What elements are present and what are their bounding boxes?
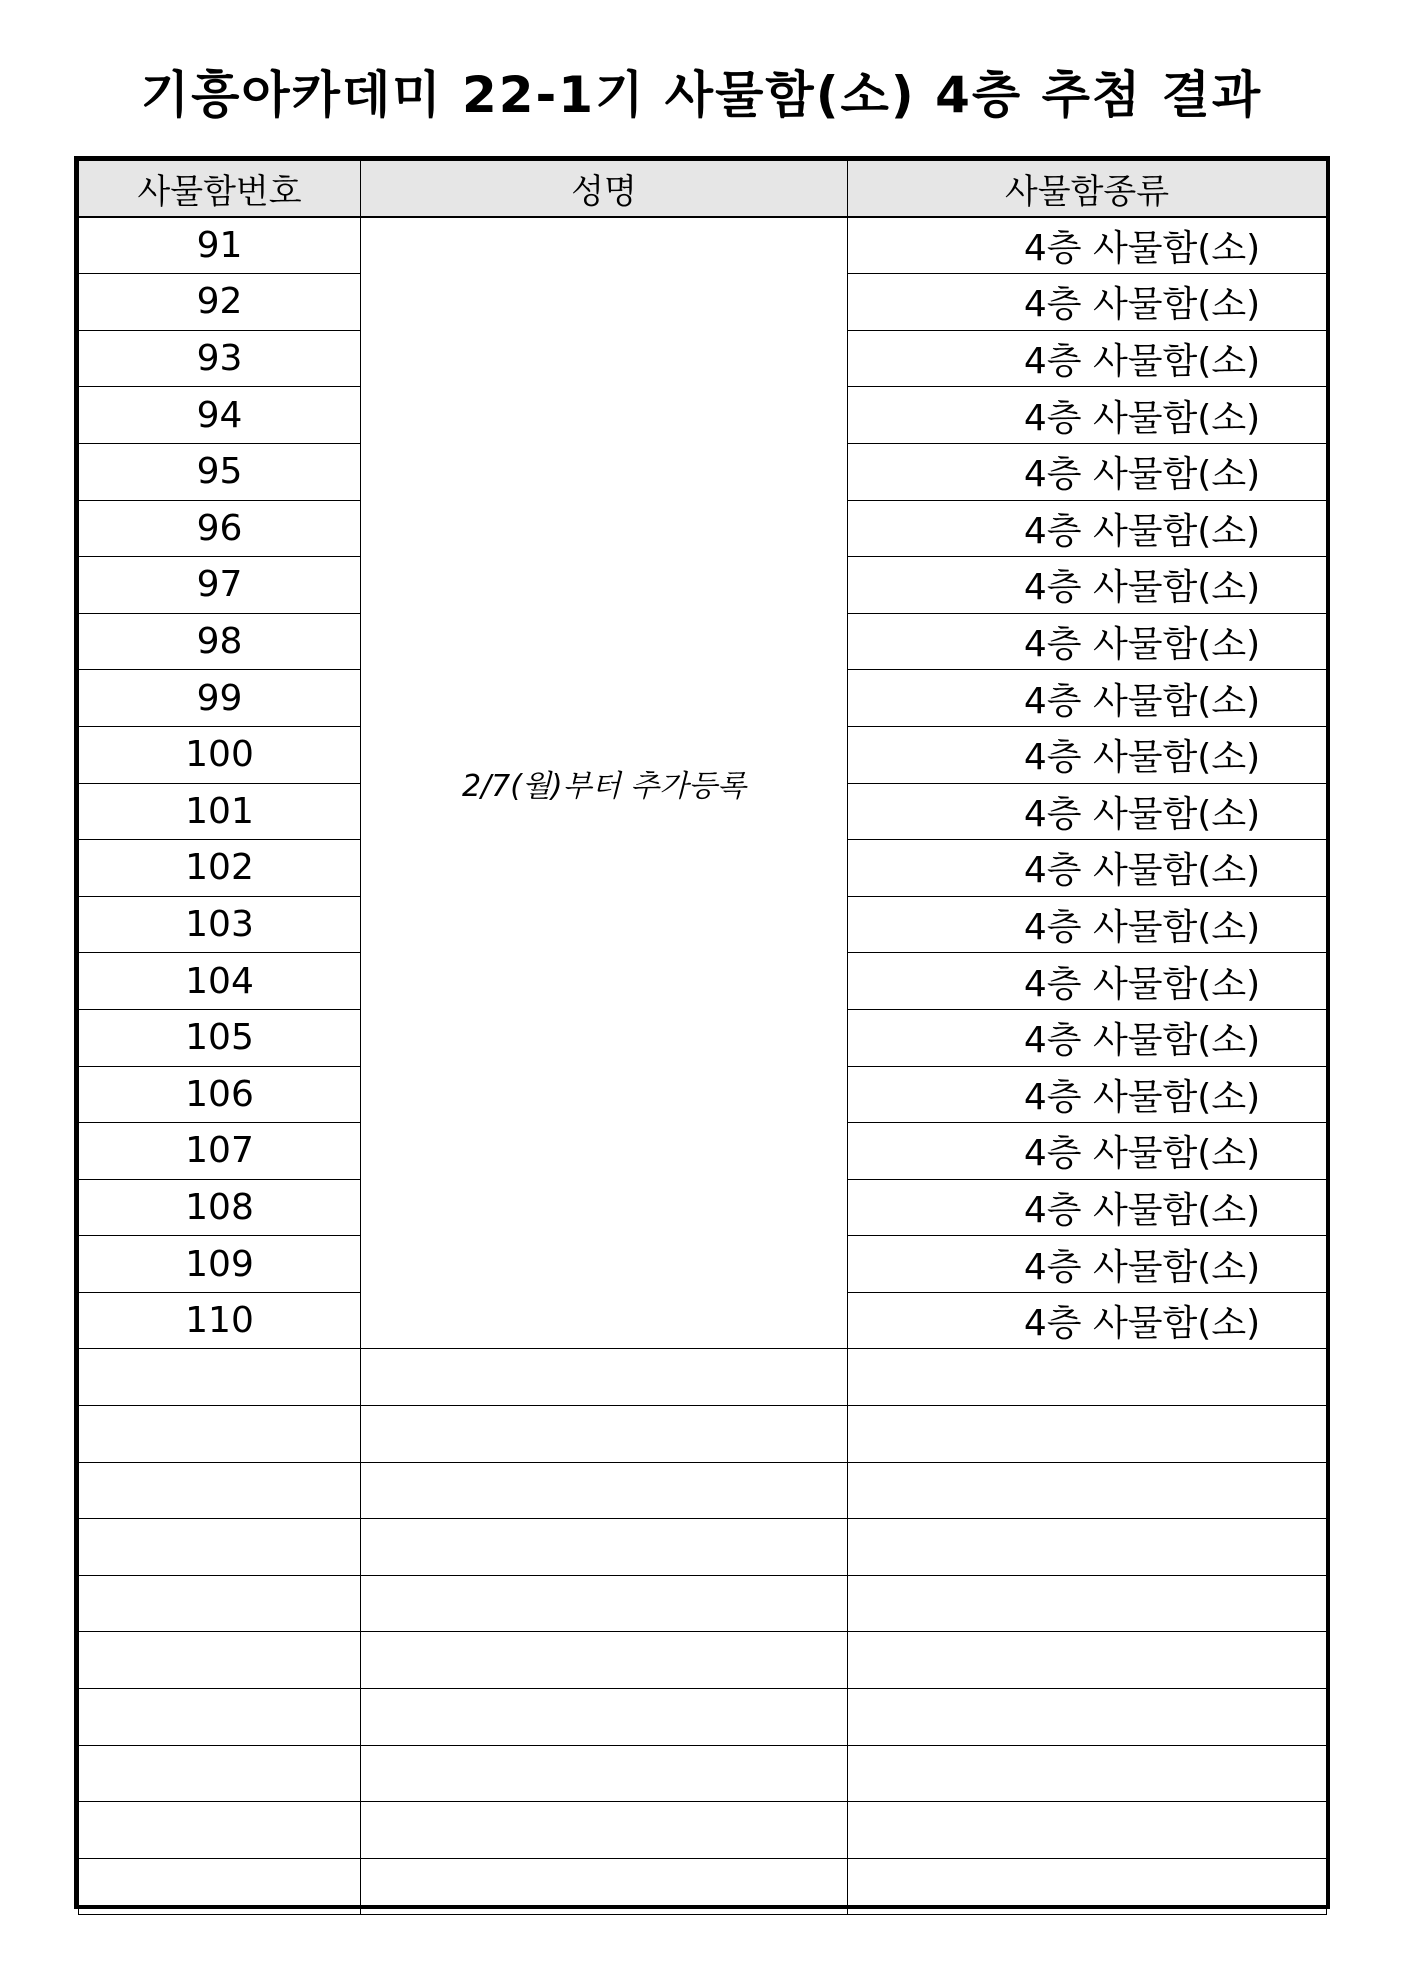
locker-type-cell (848, 443, 1327, 500)
locker-type-cell (848, 896, 1327, 953)
empty-cell (848, 1519, 1327, 1576)
locker-type-cell (848, 783, 1327, 840)
locker-number-cell: 108 (79, 1179, 361, 1236)
empty-cell (79, 1406, 361, 1463)
locker-table-container (74, 156, 1330, 1909)
locker-type-cell (848, 670, 1327, 727)
locker-number-cell: 96 (79, 500, 361, 557)
locker-type-cell (848, 613, 1327, 670)
locker-type-label: 4층 사물함(소) (1023, 737, 1261, 779)
empty-cell (79, 1858, 361, 1915)
locker-type-cell (848, 1179, 1327, 1236)
header-locker-type: 사물함종류 (848, 161, 1327, 218)
empty-table-row (79, 1689, 1327, 1746)
page-title: 기흥아카데미 22-1기 사물함(소) 4층 추첨 결과 (140, 66, 1263, 124)
locker-type-label: 4층 사물함(소) (1023, 793, 1261, 835)
merged-name-note-cell: 2/7(월)부터 추가등록 (361, 217, 848, 1349)
empty-cell (79, 1462, 361, 1519)
empty-cell (848, 1349, 1327, 1406)
locker-type-cell (848, 330, 1327, 387)
locker-number-cell: 110 (79, 1292, 361, 1349)
locker-type-label: 4층 사물함(소) (1023, 1189, 1261, 1231)
empty-cell (361, 1689, 848, 1746)
empty-cell (848, 1858, 1327, 1915)
locker-number-cell: 102 (79, 840, 361, 897)
empty-table-row (79, 1575, 1327, 1632)
locker-type-cell (848, 387, 1327, 444)
locker-number-cell: 95 (79, 443, 361, 500)
locker-type-cell (848, 1066, 1327, 1123)
locker-type-label: 4층 사물함(소) (1023, 963, 1261, 1005)
locker-type-label: 4층 사물함(소) (1023, 850, 1261, 892)
empty-cell (79, 1689, 361, 1746)
locker-type-cell (848, 726, 1327, 783)
locker-number-cell: 93 (79, 330, 361, 387)
empty-table-row (79, 1745, 1327, 1802)
empty-cell (848, 1745, 1327, 1802)
empty-cell (79, 1519, 361, 1576)
table-body (79, 217, 1327, 1915)
locker-number-cell: 100 (79, 726, 361, 783)
empty-cell (79, 1575, 361, 1632)
empty-cell (79, 1349, 361, 1406)
empty-cell (361, 1802, 848, 1859)
empty-table-row (79, 1349, 1327, 1406)
table-row (79, 217, 1327, 274)
empty-table-row (79, 1858, 1327, 1915)
empty-table-row (79, 1802, 1327, 1859)
locker-number-cell: 101 (79, 783, 361, 840)
empty-cell (79, 1632, 361, 1689)
empty-cell (848, 1689, 1327, 1746)
locker-number-cell: 104 (79, 953, 361, 1010)
locker-type-cell (848, 1123, 1327, 1180)
empty-table-row (79, 1632, 1327, 1689)
locker-type-label: 4층 사물함(소) (1023, 1020, 1261, 1062)
empty-cell (79, 1745, 361, 1802)
locker-number-cell: 97 (79, 557, 361, 614)
empty-cell (361, 1858, 848, 1915)
locker-type-label: 4층 사물함(소) (1023, 624, 1261, 666)
empty-table-row (79, 1462, 1327, 1519)
locker-type-cell (848, 840, 1327, 897)
locker-type-cell (848, 1009, 1327, 1066)
header-name: 성명 (361, 161, 848, 218)
locker-type-label: 4층 사물함(소) (1023, 341, 1261, 383)
empty-cell (361, 1519, 848, 1576)
locker-type-cell (848, 217, 1327, 274)
empty-cell (361, 1349, 848, 1406)
empty-table-row (79, 1519, 1327, 1576)
locker-number-cell: 98 (79, 613, 361, 670)
empty-cell (361, 1406, 848, 1463)
header-locker-number: 사물함번호 (79, 161, 361, 218)
empty-cell (79, 1802, 361, 1859)
locker-type-label: 4층 사물함(소) (1023, 567, 1261, 609)
table-header-row (79, 161, 1327, 218)
locker-type-cell (848, 500, 1327, 557)
empty-cell (848, 1575, 1327, 1632)
empty-cell (361, 1745, 848, 1802)
locker-table (78, 160, 1327, 1915)
locker-type-cell (848, 274, 1327, 331)
locker-number-cell: 92 (79, 274, 361, 331)
locker-type-label: 4층 사물함(소) (1023, 1133, 1261, 1175)
locker-type-label: 4층 사물함(소) (1023, 1303, 1261, 1345)
locker-type-label: 4층 사물함(소) (1023, 1076, 1261, 1118)
locker-type-cell (848, 953, 1327, 1010)
empty-cell (361, 1462, 848, 1519)
locker-type-label: 4층 사물함(소) (1023, 284, 1261, 326)
locker-number-cell: 99 (79, 670, 361, 727)
locker-type-label: 4층 사물함(소) (1023, 1246, 1261, 1288)
locker-type-label: 4층 사물함(소) (1023, 454, 1261, 496)
locker-number-cell: 105 (79, 1009, 361, 1066)
locker-type-label: 4층 사물함(소) (1023, 510, 1261, 552)
empty-cell (848, 1632, 1327, 1689)
locker-type-label: 4층 사물함(소) (1023, 680, 1261, 722)
locker-number-cell: 109 (79, 1236, 361, 1293)
locker-number-cell: 106 (79, 1066, 361, 1123)
locker-type-label: 4층 사물함(소) (1023, 228, 1261, 270)
empty-cell (848, 1462, 1327, 1519)
empty-cell (361, 1575, 848, 1632)
locker-type-cell (848, 1236, 1327, 1293)
locker-number-cell: 107 (79, 1123, 361, 1180)
locker-number-cell: 91 (79, 217, 361, 274)
locker-type-label: 4층 사물함(소) (1023, 397, 1261, 439)
locker-type-label: 4층 사물함(소) (1023, 907, 1261, 949)
locker-number-cell: 103 (79, 896, 361, 953)
empty-cell (361, 1632, 848, 1689)
locker-type-cell (848, 1292, 1327, 1349)
empty-cell (848, 1802, 1327, 1859)
empty-cell (848, 1406, 1327, 1463)
locker-type-cell (848, 557, 1327, 614)
empty-table-row (79, 1406, 1327, 1463)
locker-number-cell: 94 (79, 387, 361, 444)
